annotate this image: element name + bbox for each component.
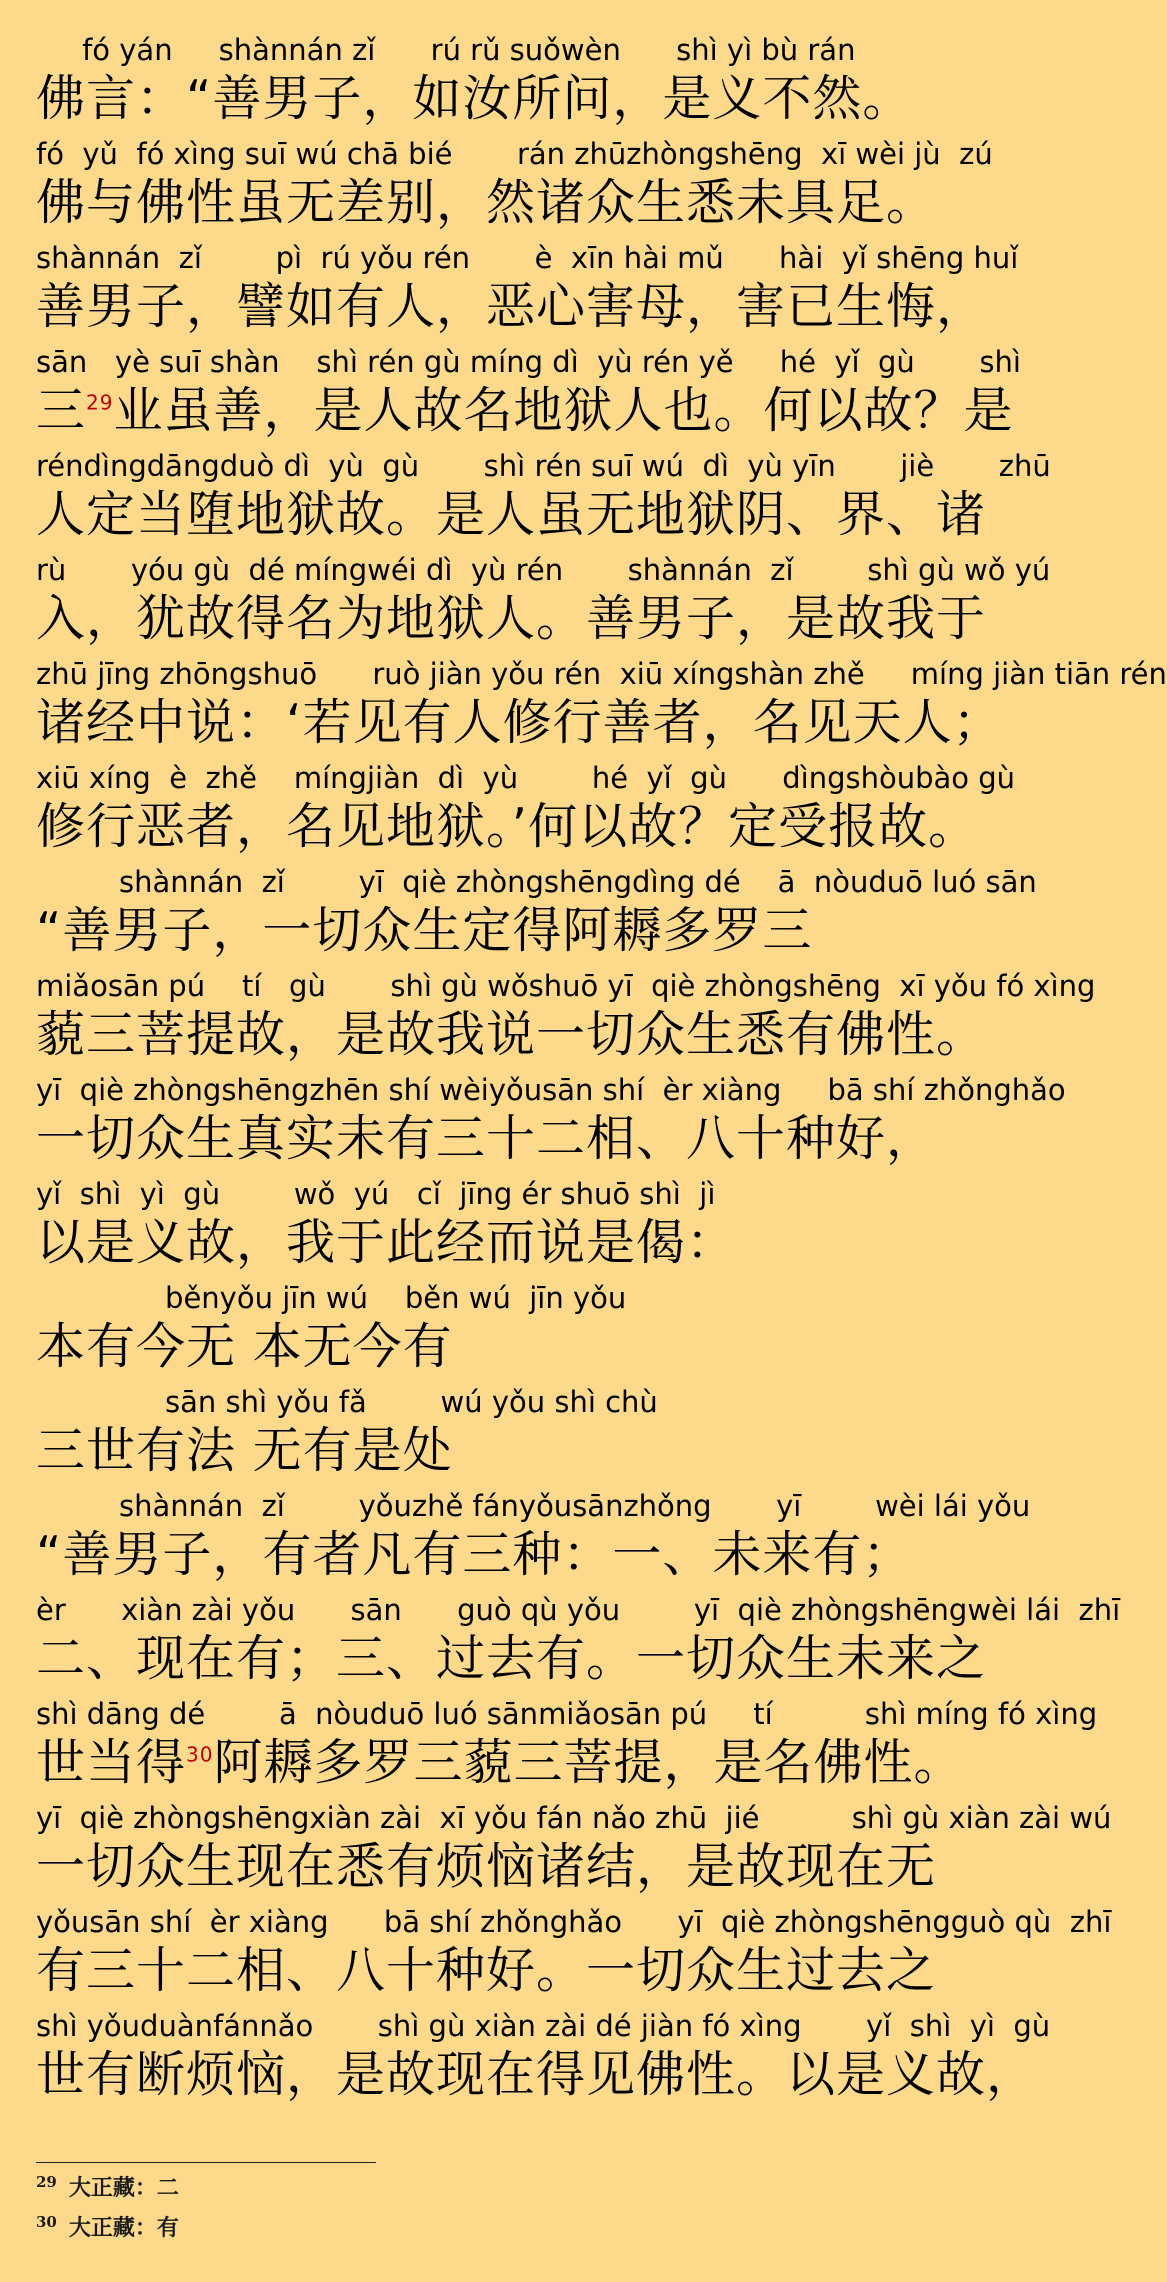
- hanzi-line: 诸经中说：‘若见有人修行善者，名见天人；: [36, 694, 1003, 751]
- footnote-ref-29[interactable]: 29: [86, 390, 114, 415]
- text-line: [0, 1904, 1112, 2008]
- text-line: [0, 448, 1080, 552]
- hanzi-line: 善男子，譬如有人，恶心害母，害已生悔，: [36, 278, 987, 335]
- text-line: [0, 552, 1080, 656]
- pinyin-line: réndìngdāngduò dì yù gù shì rén suī wú dì yù yīn jiè zhū: [36, 449, 1051, 483]
- verse-line: [0, 1384, 1080, 1488]
- text-line: [0, 1800, 1112, 1904]
- pinyin-line: shànnán zǐ yǒuzhě fányǒusānzhǒng yī wèi lái yǒu: [36, 1489, 1031, 1523]
- pinyin-line: yī qiè zhòngshēngzhēn shí wèiyǒusān shí èr xiàng bā shí zhǒnghǎo: [36, 1073, 1066, 1107]
- hanzi-line: 有三十二相、八十种好。一切众生过去之: [36, 1942, 937, 1999]
- hanzi-segment: 世当得: [36, 1734, 187, 1791]
- footnote-text: 大正藏：有: [68, 2215, 179, 2241]
- text-line: [0, 864, 1080, 968]
- hanzi-line: [36, 380, 1050, 442]
- footnote-divider: [36, 2162, 376, 2163]
- footnote-number: 29: [36, 2172, 57, 2191]
- hanzi-line: 一切众生真实未有三十二相、八十种好，: [36, 1110, 937, 1167]
- pinyin-line: rù yóu gù dé míngwéi dì yù rén shànnán zǐ shì gù wǒ yú: [36, 553, 1051, 587]
- footnote-number: 30: [36, 2212, 57, 2231]
- verse-line: [0, 1280, 1080, 1384]
- pinyin-line: shì yǒuduànfánnǎo shì gù xiàn zài dé jiàn fó xìng yǐ shì yì gù: [36, 2009, 1051, 2043]
- hanzi-segment: 阿耨多罗三藐三菩提，是名佛性。: [213, 1734, 964, 1791]
- hanzi-line: 佛言：“善男子，如汝所问，是义不然。: [36, 70, 913, 127]
- pinyin-line: shànnán zǐ pì rú yǒu rén è xīn hài mǔ hài yǐ shēng huǐ: [36, 241, 1019, 275]
- text-line: [0, 136, 1080, 240]
- hanzi-line: 人定当堕地狱故。是人虽无地狱阴、界、诸: [36, 486, 987, 543]
- hanzi-line: [36, 1732, 1050, 1794]
- pinyin-line: běnyǒu jīn wú běn wú jīn yǒu: [36, 1281, 627, 1315]
- pinyin-line: fó yǔ fó xìng suī wú chā bié rán zhūzhòngshēng xī wèi jù zú: [36, 137, 993, 171]
- text-line: [0, 1072, 1080, 1176]
- hanzi-line: 佛与佛性虽无差别，然诸众生悉未具足。: [36, 174, 937, 231]
- pinyin-line: zhū jīng zhōngshuō ruò jiàn yǒu rén xiū xíngshàn zhě míng jiàn tiān rén: [36, 657, 1167, 691]
- hanzi-line: 一切众生现在悉有烦恼诸结，是故现在无: [36, 1838, 937, 1895]
- hanzi-segment: 三: [36, 382, 87, 439]
- pinyin-line: yī qiè zhòngshēngxiàn zài xī yǒu fán nǎo zhū jié shì gù xiàn zài wú: [36, 1801, 1112, 1835]
- text-line: [0, 1696, 1098, 1800]
- footnote-30: [36, 2212, 179, 2244]
- hanzi-line: “善男子，有者凡有三种：一、未来有；: [36, 1526, 913, 1583]
- hanzi-line: 以是义故，我于此经而说是偈：: [36, 1214, 737, 1271]
- text-line: [0, 344, 1080, 448]
- pinyin-line: miǎosān pú tí gù shì gù wǒshuō yī qiè zhòngshēng xī yǒu fó xìng: [36, 969, 1096, 1003]
- pinyin-line: shì dāng dé ā nòuduō luó sānmiǎosān pú tí shì míng fó xìng: [36, 1697, 1098, 1731]
- text-line: [0, 2008, 1080, 2112]
- hanzi-line: 修行恶者，名见地狱。’何以故？定受报故。: [36, 798, 979, 855]
- hanzi-line: 世有断烦恼，是故现在得见佛性。以是义故，: [36, 2046, 1037, 2103]
- text-line: [0, 1488, 1080, 1592]
- pinyin-line: sān shì yǒu fǎ wú yǒu shì chù: [36, 1385, 658, 1419]
- pinyin-line: yǒusān shí èr xiàng bā shí zhǒnghǎo yī qiè zhòngshēngguò qù zhī: [36, 1905, 1112, 1939]
- text-line: [0, 32, 1080, 136]
- hanzi-line: 藐三菩提故，是故我说一切众生悉有佛性。: [36, 1006, 987, 1063]
- pinyin-line: xiū xíng è zhě míngjiàn dì yù hé yǐ gù dìngshòubào gù: [36, 761, 1016, 795]
- text-line: [0, 1592, 1121, 1696]
- hanzi-line: 二、现在有；三、过去有。一切众生未来之: [36, 1630, 987, 1687]
- hanzi-line: 入，犹故得名为地狱人。善男子，是故我于: [36, 590, 987, 647]
- pinyin-line: fó yán shànnán zǐ rú rǔ suǒwèn shì yì bù rán: [36, 33, 856, 67]
- footnote-text: 大正藏：二: [68, 2175, 179, 2201]
- hanzi-line: 三世有法 无有是处: [36, 1422, 453, 1479]
- pinyin-line: yǐ shì yì gù wǒ yú cǐ jīng ér shuō shì jì: [36, 1177, 716, 1211]
- hanzi-segment: 业虽善，是人故名地狱人也。何以故？是: [113, 382, 1014, 439]
- pinyin-line: èr xiàn zài yǒu sān guò qù yǒu yī qiè zhòngshēngwèi lái zhī: [36, 1593, 1121, 1627]
- pinyin-line: sān yè suī shàn shì rén gù míng dì yù rén yě hé yǐ gù shì: [36, 345, 1021, 379]
- footnote-29: [36, 2172, 179, 2204]
- text-line: [0, 240, 1080, 344]
- text-line: [0, 968, 1096, 1072]
- text-line: [0, 1176, 1080, 1280]
- pinyin-line: shànnán zǐ yī qiè zhòngshēngdìng dé ā nòuduō luó sān: [36, 865, 1037, 899]
- text-line: [0, 656, 1167, 760]
- footnote-ref-30[interactable]: 30: [186, 1742, 214, 1767]
- hanzi-line: 本有今无 本无今有: [36, 1318, 453, 1375]
- text-line: [0, 760, 1080, 864]
- hanzi-line: “善男子，一切众生定得阿耨多罗三: [36, 902, 813, 959]
